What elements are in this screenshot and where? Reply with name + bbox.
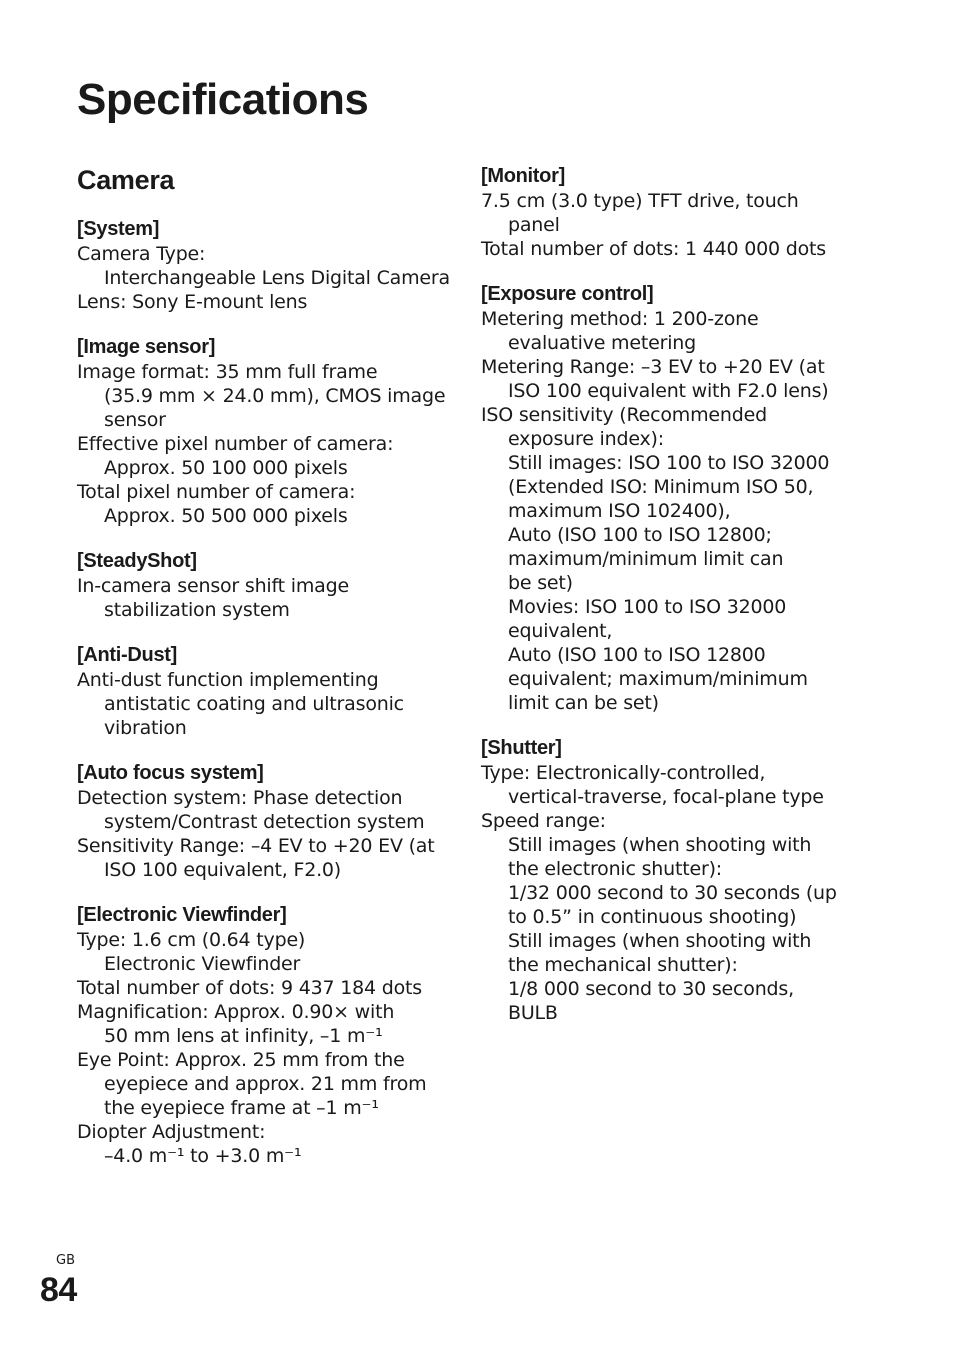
spec-line: the electronic shutter):	[508, 858, 722, 880]
spec-line: Electronic Viewfinder	[104, 953, 301, 975]
spec-group	[77, 642, 449, 740]
spec-group-heading: [Electronic Viewfinder]	[77, 904, 287, 926]
spec-line: (Extended ISO: Minimum ISO 50,	[508, 476, 814, 498]
spec-line: Approx. 50 500 000 pixels	[104, 505, 348, 527]
spec-group-heading: [Image sensor]	[77, 336, 216, 358]
spec-group	[481, 281, 853, 715]
spec-line: 1/8 000 second to 30 seconds,	[508, 978, 794, 1000]
spec-line: the eyepiece frame at –1 m⁻¹	[104, 1097, 379, 1119]
spec-line: sensor	[104, 409, 166, 431]
spec-group	[77, 548, 449, 622]
spec-line: Total number of dots: 9 437 184 dots	[77, 977, 423, 999]
page-title: Specifications	[77, 75, 369, 124]
spec-line: maximum/minimum limit can	[508, 548, 784, 570]
spec-line: Auto (ISO 100 to ISO 12800;	[508, 524, 772, 546]
spec-line: ISO 100 equivalent, F2.0)	[104, 859, 342, 881]
spec-line: 7.5 cm (3.0 type) TFT drive, touch	[481, 190, 799, 212]
spec-line: Metering method: 1 200-zone	[481, 308, 759, 330]
spec-line: ISO 100 equivalent with F2.0 lens)	[508, 380, 829, 402]
spec-line: stabilization system	[104, 599, 290, 621]
region-code: GB	[56, 1253, 75, 1268]
spec-group	[481, 163, 853, 261]
spec-line: Metering Range: –3 EV to +20 EV (at	[481, 356, 825, 378]
spec-group-heading: [System]	[77, 218, 160, 240]
spec-group-heading: [Shutter]	[481, 737, 562, 759]
spec-line: eyepiece and approx. 21 mm from	[104, 1073, 427, 1095]
spec-line: Magnification: Approx. 0.90× with	[77, 1001, 395, 1023]
spec-line: system/Contrast detection system	[104, 811, 425, 833]
spec-line: the mechanical shutter):	[508, 954, 738, 976]
spec-line: Eye Point: Approx. 25 mm from the	[77, 1049, 405, 1071]
spec-group-heading: [SteadyShot]	[77, 550, 197, 572]
spec-line: Detection system: Phase detection	[77, 787, 403, 809]
spec-line: to 0.5” in continuous shooting)	[508, 906, 797, 928]
spec-line: Type: Electronically-controlled,	[481, 762, 766, 784]
spec-line: Diopter Adjustment:	[77, 1121, 266, 1143]
spec-line: Still images: ISO 100 to ISO 32000	[508, 452, 830, 474]
spec-line: Total pixel number of camera:	[77, 481, 356, 503]
spec-line: Camera Type:	[77, 243, 206, 265]
spec-line: equivalent,	[508, 620, 613, 642]
spec-group-heading: [Auto focus system]	[77, 762, 264, 784]
section-title-camera: Camera	[77, 165, 175, 195]
spec-group-heading: [Exposure control]	[481, 283, 654, 305]
spec-group	[77, 760, 449, 882]
spec-group	[77, 334, 449, 528]
spec-line: maximum ISO 102400),	[508, 500, 731, 522]
spec-line: Lens: Sony E-mount lens	[77, 291, 308, 313]
spec-line: panel	[508, 214, 560, 236]
spec-group-heading: [Monitor]	[481, 165, 565, 187]
spec-line: Type: 1.6 cm (0.64 type)	[77, 929, 306, 951]
spec-line: Speed range:	[481, 810, 606, 832]
spec-group	[481, 735, 853, 1025]
spec-line: vertical-traverse, focal-plane type	[508, 786, 824, 808]
spec-line: Movies: ISO 100 to ISO 32000	[508, 596, 787, 618]
spec-line: BULB	[508, 1002, 558, 1024]
right-column	[481, 163, 853, 1045]
spec-line: exposure index):	[508, 428, 664, 450]
spec-line: equivalent; maximum/minimum	[508, 668, 808, 690]
spec-line: Total number of dots: 1 440 000 dots	[481, 238, 827, 260]
right-spec-groups	[481, 163, 853, 1025]
spec-line: Image format: 35 mm full frame	[77, 361, 378, 383]
page-number: 84	[40, 1271, 77, 1309]
spec-line: Anti-dust function implementing	[77, 669, 379, 691]
spec-line: (35.9 mm × 24.0 mm), CMOS image	[104, 385, 446, 407]
spec-line: Auto (ISO 100 to ISO 12800	[508, 644, 766, 666]
left-spec-groups	[77, 216, 449, 1168]
spec-group	[77, 216, 449, 314]
spec-line: In-camera sensor shift image	[77, 575, 349, 597]
spec-line: Sensitivity Range: –4 EV to +20 EV (at	[77, 835, 435, 857]
spec-line: limit can be set)	[508, 692, 659, 714]
spec-line: ISO sensitivity (Recommended	[481, 404, 767, 426]
spec-line: 1/32 000 second to 30 seconds (up	[508, 882, 837, 904]
left-column	[77, 160, 449, 1188]
spec-line: vibration	[104, 717, 187, 739]
spec-line: Still images (when shooting with	[508, 834, 812, 856]
spec-line: antistatic coating and ultrasonic	[104, 693, 404, 715]
spec-group	[77, 902, 449, 1168]
spec-line: be set)	[508, 572, 573, 594]
spec-line: Approx. 50 100 000 pixels	[104, 457, 348, 479]
spec-line: Effective pixel number of camera:	[77, 433, 394, 455]
spec-line: Interchangeable Lens Digital Camera	[104, 267, 450, 289]
spec-line: Still images (when shooting with	[508, 930, 812, 952]
spec-line: 50 mm lens at infinity, –1 m⁻¹	[104, 1025, 383, 1047]
spec-line: evaluative metering	[508, 332, 696, 354]
spec-group-heading: [Anti-Dust]	[77, 644, 178, 666]
spec-line: –4.0 m⁻¹ to +3.0 m⁻¹	[104, 1145, 302, 1167]
